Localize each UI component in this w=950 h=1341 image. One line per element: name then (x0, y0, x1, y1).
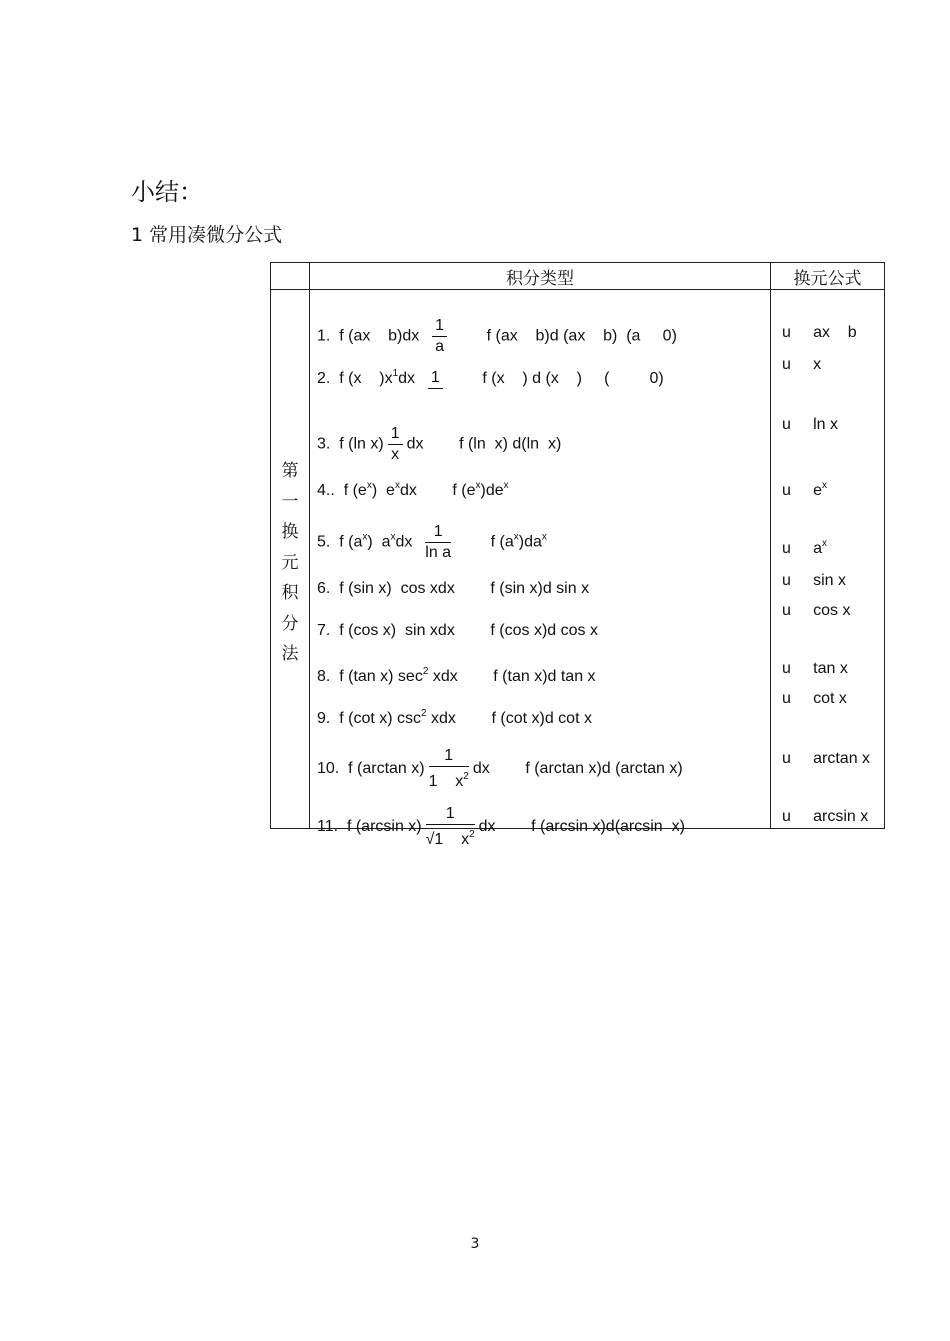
formula-number: 2. (317, 370, 340, 387)
formula-item (317, 522, 547, 563)
page-number: 3 (470, 1236, 480, 1252)
substitution-text: u sin x (782, 572, 847, 589)
fraction (428, 368, 443, 389)
fraction-numerator: 1 (428, 368, 443, 389)
formula-number: 7. (317, 622, 340, 639)
superscript: x (394, 480, 400, 491)
fraction (425, 522, 451, 563)
formula-result: f (a (455, 533, 514, 551)
spacer (412, 534, 421, 551)
formula-item (317, 580, 589, 598)
formula-result: )da (518, 533, 542, 551)
formula-integrand: f (arctan x) (348, 760, 425, 778)
formula-number: 1. (317, 327, 340, 345)
superscript: x (541, 531, 547, 543)
method-label-char: 分 (281, 613, 299, 634)
formula-item (317, 666, 596, 686)
substitution-item (782, 602, 850, 620)
substitution-item (782, 416, 838, 434)
formula-text: dx (399, 482, 417, 499)
method-label-char: 换 (281, 522, 299, 542)
formula-result: f (cot x)d cot x (455, 710, 592, 727)
fraction (426, 804, 475, 850)
formula-result: f (e (416, 482, 476, 499)
superscript: x (822, 480, 828, 491)
formula-list (310, 290, 770, 848)
fraction-numerator: 1 (432, 316, 447, 337)
formula-item (317, 368, 664, 389)
substitution-text: u tan x (782, 660, 848, 677)
substitution-item (782, 480, 827, 500)
method-label-char: 第 (281, 461, 299, 481)
formula-text: dx (406, 435, 424, 453)
formula-integrand: f (arcsin x) (346, 818, 422, 836)
summary-heading: 小结： (131, 178, 203, 206)
superscript: x (366, 480, 372, 491)
formula-item (317, 622, 598, 640)
table-body-row (271, 290, 885, 829)
formula-result: f (arctan x)d (arctan x) (489, 760, 683, 778)
formula-result: f (sin x)d sin x (454, 580, 590, 597)
formula-text: xdx (428, 668, 458, 685)
formula-number: 4.. (317, 482, 344, 499)
formula-item (317, 708, 592, 728)
substitution-item (782, 538, 827, 558)
formula-number: 8. (317, 668, 340, 685)
formula-integrand: f (cos x) sin xdx (339, 622, 455, 639)
superscript: x (475, 480, 481, 491)
superscript: x (513, 531, 519, 543)
formula-result: f (ln x) d(ln x) (423, 435, 562, 453)
substitution-item (782, 324, 857, 342)
spacer (415, 370, 424, 387)
superscript: x (822, 538, 828, 549)
substitution-text: u e (782, 482, 823, 499)
formula-number: 10. (317, 760, 349, 778)
formula-integrand: f (tan x) sec (339, 668, 423, 685)
fraction-denominator: √1 $x^2$ (425, 829, 475, 848)
substitution-text: u a (782, 540, 823, 557)
fraction-numerator: 1 (388, 424, 403, 445)
formula-integrand: f (e (343, 482, 367, 499)
formula-integrand: f (ln x) (339, 435, 384, 453)
fraction-denominator: 1 $x^2$ (428, 771, 469, 790)
formula-result: f (ax b)d (ax b) (a 0) (451, 327, 677, 345)
superscript: 2 (469, 829, 475, 840)
formula-number: 6. (317, 580, 340, 597)
formula-result: f (tan x)d tan x (457, 668, 596, 685)
substitution-item (782, 808, 868, 826)
superscript: 2 (421, 708, 427, 719)
substitution-item (782, 572, 846, 590)
table-header-row (271, 263, 885, 290)
substitution-item (782, 690, 847, 708)
formula-number: 9. (317, 710, 340, 727)
formula-item (317, 424, 561, 465)
formula-text: xdx (426, 710, 456, 727)
superscript: 1 (392, 368, 399, 379)
formula-item (317, 804, 685, 850)
spacer (419, 328, 428, 345)
fraction-denominator: a (435, 338, 445, 355)
formula-integrand: f (a (339, 533, 363, 551)
formula-result: f (x ) d (x ) ( 0) (446, 370, 664, 387)
formula-number: 3. (317, 435, 340, 453)
header-integral-type: 积分类型 (310, 263, 771, 290)
substitution-text: u ln x (782, 416, 839, 433)
fraction (388, 424, 403, 465)
formula-number: 5. (317, 533, 340, 551)
fraction (429, 746, 469, 792)
formula-text: dx (472, 760, 490, 778)
substitution-item (782, 660, 848, 678)
formula-text: dx (395, 533, 413, 551)
substitution-text: u cot x (782, 690, 847, 707)
superscript: 2 (422, 666, 429, 677)
formula-result: f (cos x)d cos x (454, 622, 598, 639)
fraction-numerator: 1 (429, 746, 469, 767)
substitution-text: u arcsin x (782, 808, 869, 825)
formula-text: ) a (367, 533, 391, 551)
header-cell-empty (271, 263, 310, 290)
formula-text: dx (478, 818, 496, 836)
substitution-cell (771, 290, 885, 829)
substitution-item (782, 750, 870, 768)
formula-number: 11. (317, 818, 347, 836)
formula-cell (310, 290, 771, 848)
fraction-denominator: ln a (425, 544, 452, 561)
formula-result: f (arcsin x)d(arcsin x) (495, 818, 685, 836)
formula-integrand: f (sin x) cos xdx (339, 580, 455, 597)
fraction-denominator: x (391, 446, 400, 463)
superscript: x (390, 531, 396, 543)
method-label-char: 法 (281, 644, 299, 664)
method-label-cell (271, 290, 310, 829)
substitution-text: u x (782, 356, 822, 373)
formula-text: dx (398, 370, 416, 387)
method-label (271, 456, 309, 670)
formula-integrand: f (x )x (339, 370, 393, 387)
formula-item (317, 316, 677, 357)
formula-text: ) e (371, 482, 395, 499)
formula-integrand: f (ax b)dx (339, 327, 420, 345)
superscript: 2 (463, 771, 469, 782)
formula-integrand: f (cot x) csc (339, 710, 422, 727)
fraction-numerator: 1 (426, 804, 475, 825)
section-title: 1 常用凑微分公式 (131, 224, 283, 246)
substitution-text: u cos x (782, 602, 851, 619)
method-label-char: 元 (281, 552, 299, 573)
superscript: x (362, 531, 368, 543)
fraction (432, 316, 447, 357)
substitution-item (782, 356, 821, 374)
formula-item (317, 746, 683, 792)
superscript: x (503, 480, 509, 491)
integration-table (270, 262, 885, 848)
formula-item (317, 480, 509, 500)
method-label-char: 积 (281, 583, 299, 603)
substitution-text: u arctan x (782, 750, 871, 767)
fraction-numerator: 1 (425, 522, 451, 543)
header-substitution: 换元公式 (771, 263, 885, 290)
formula-result: )de (480, 482, 504, 499)
substitution-text: u ax b (782, 324, 857, 341)
substitution-list (771, 290, 884, 828)
method-label-char: 一 (281, 491, 299, 512)
